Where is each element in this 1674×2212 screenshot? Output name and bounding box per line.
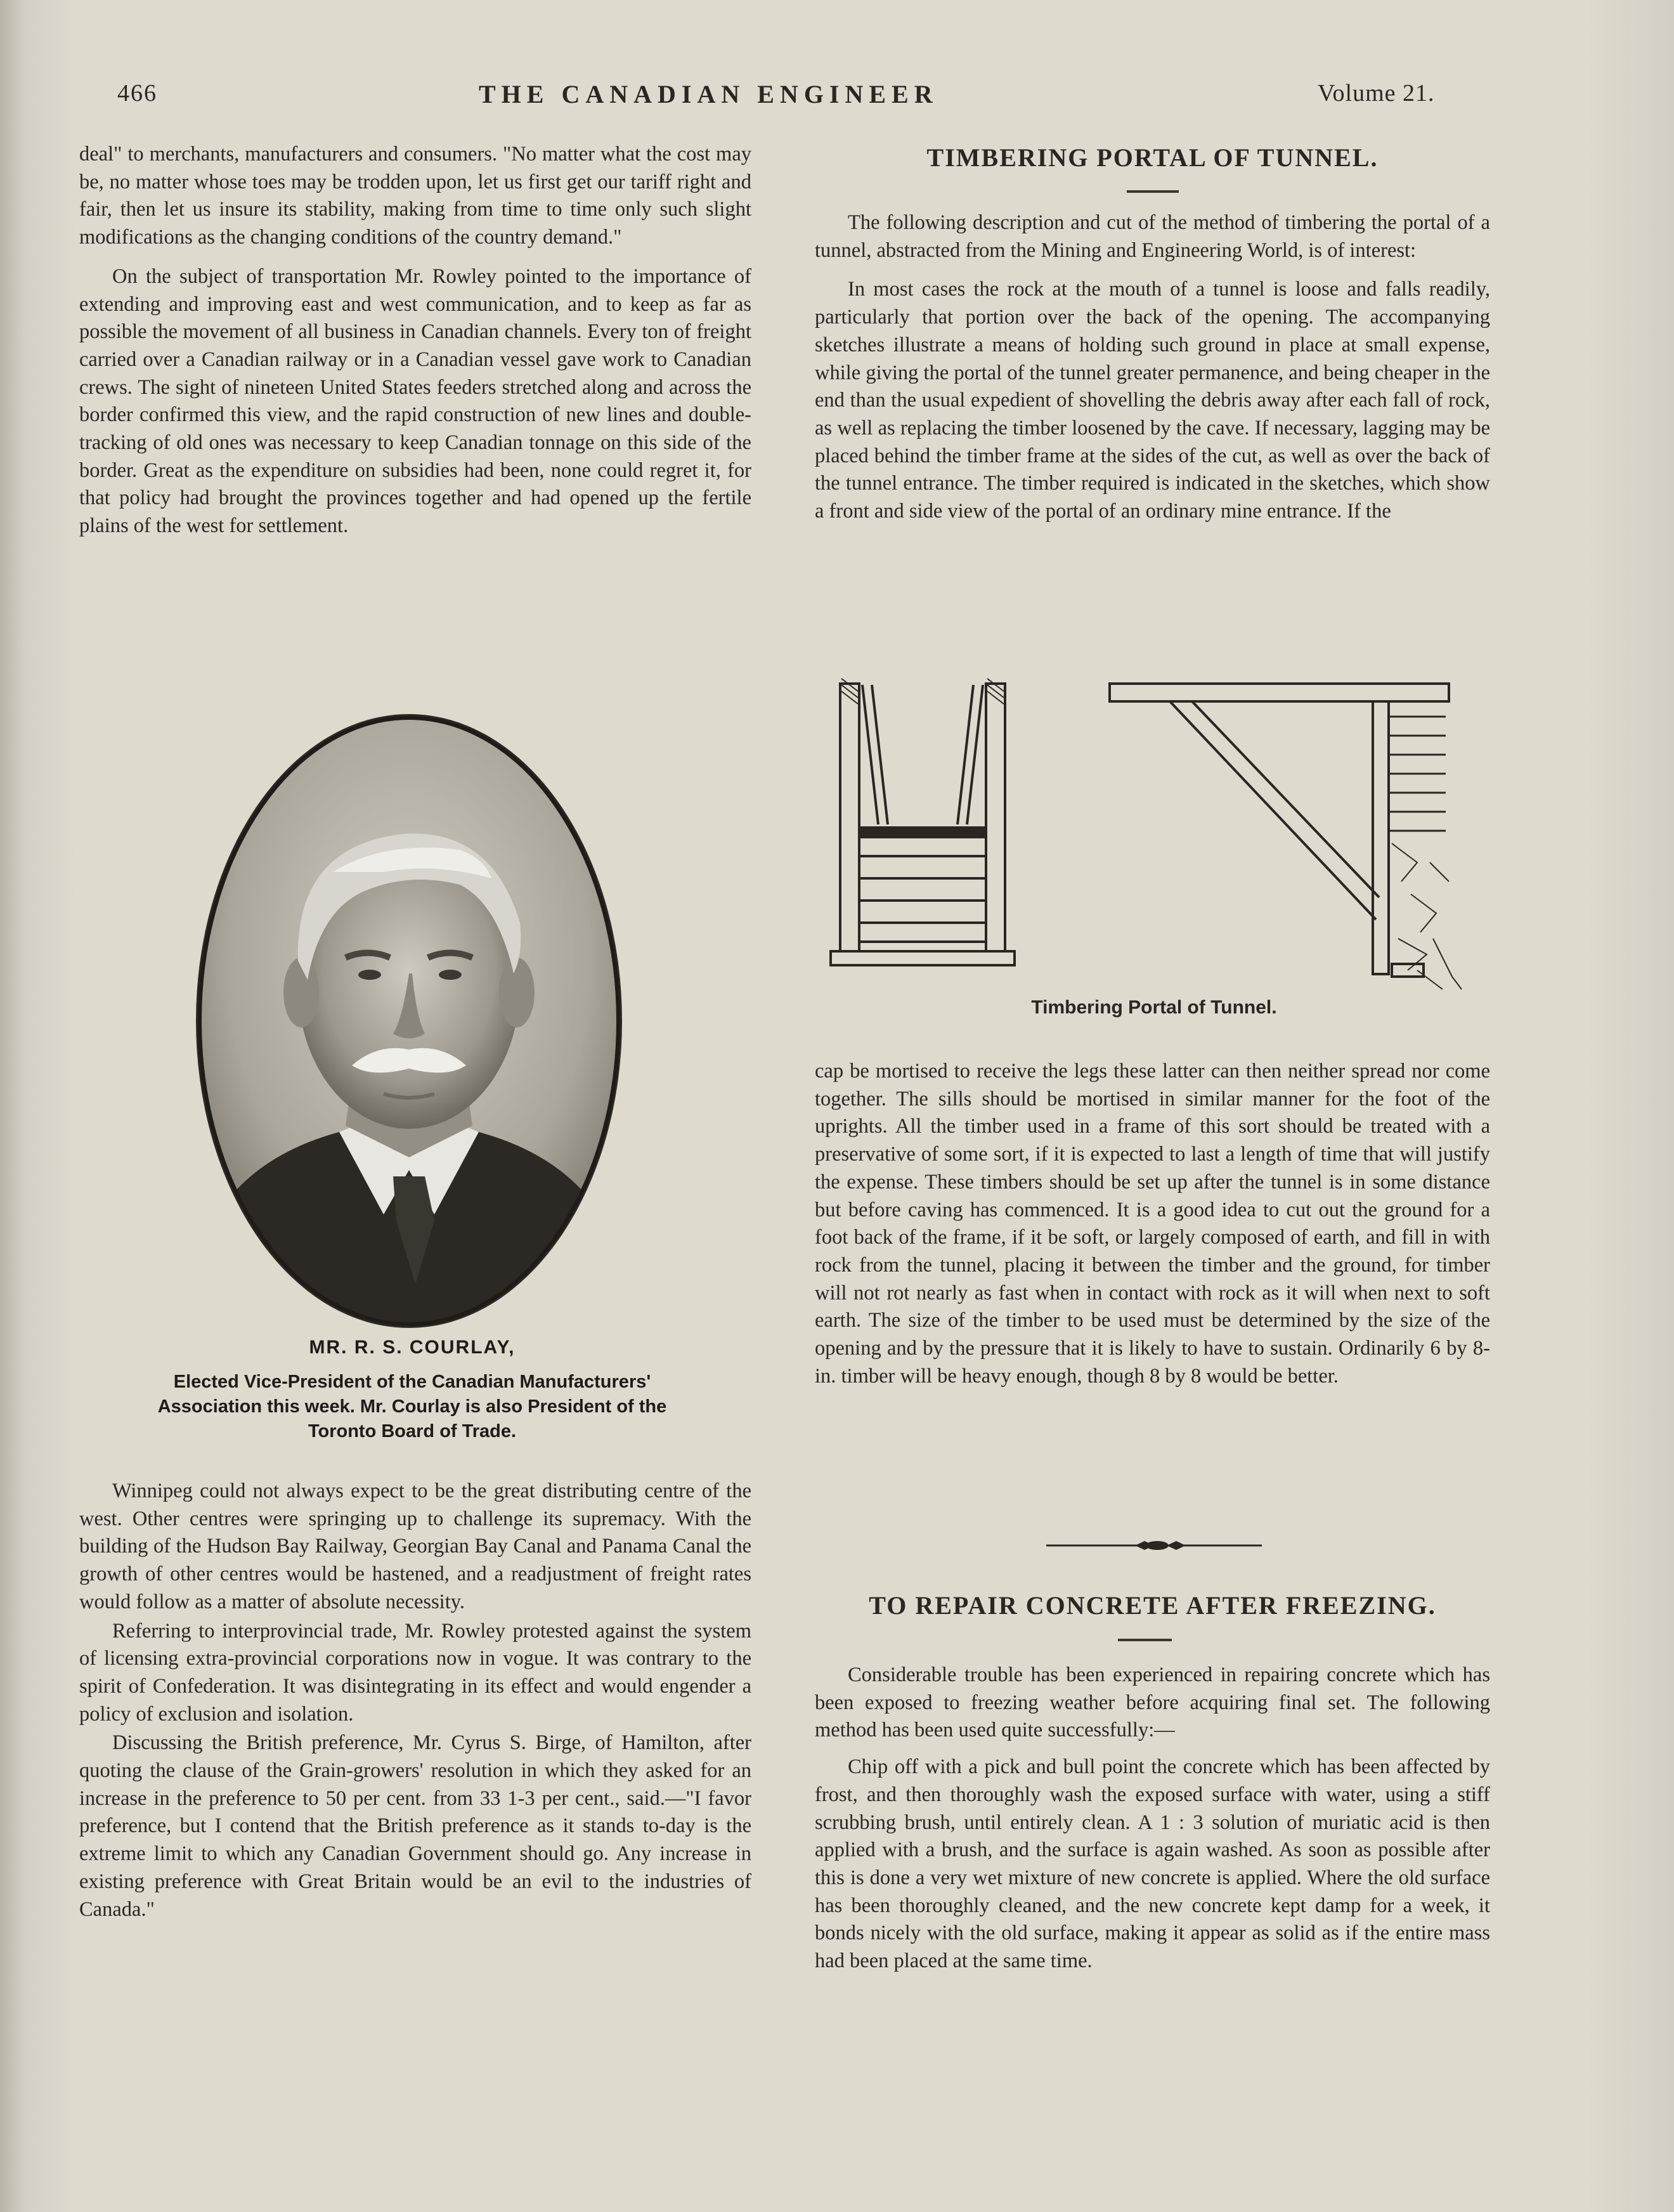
article-title-concrete: TO REPAIR CONCRETE AFTER FREEZING. — [869, 1591, 1436, 1620]
article-timbering-continued — [815, 1058, 1490, 1390]
paragraph: Chip off with a pick and bull point the concrete which has been affected by frost, and then thoroughly wash the exposed surface with water, using a stiff scrubbing brush, until entirely clean. A 1 : 3 solution of muriatic acid is then applied with a brush, and the surface is again washed. As soon as possible after this is done a very wet mixture of new concrete is applied. Where the old surface has been thoroughly cleaned, and the new concrete kept damp for a week, it bonds nicely with the old surface, making it appear as solid as if the entire mass had been placed at the same time. — [815, 1755, 1490, 1973]
paragraph: Discussing the British preference, Mr. Cyrus S. Birge, of Hamilton, after quoting the clause of the Grain-growers' resolution in which they asked for an increase in the preference to 50 per cent. from 33 1-3 per cent., said.—"I favor preference, but I contend that the British preference as it stands to-day is the extreme limit to which any Canadian Government should go. Any increase in existing preference with Great Britain would be an evil to the industries of Canada." — [79, 1731, 751, 1921]
journal-title: THE CANADIAN ENGINEER — [479, 80, 938, 108]
article-title-timbering: TIMBERING PORTAL OF TUNNEL. — [926, 143, 1379, 172]
paragraph: The following description and cut of the method of timbering the portal of a tunnel, abstracted from the Mining and Engineering World, is of interest: — [815, 211, 1490, 262]
portrait-caption-text: Elected Vice-President of the Canadian Manufacturers' Association this week. Mr. Courlay is also President of the Toronto Board of Trade. — [157, 1372, 667, 1441]
paragraph: deal" to merchants, manufacturers and consumers. "No matter what the cost may be, no matter whose toes may be trodden upon, let us first get our tariff right and fair, then let us insure its stability, making from time to time only such slight modifications as the changing conditions of the country demand." — [79, 143, 751, 249]
paragraph: On the subject of transportation Mr. Rowley pointed to the importance of extending and improving east and west communication, and to keep as far as possible the movement of all business in Canadian channels. Every ton of freight carried over a Canadian railway or in a Canadian vessel gave work to Canadian crews. The sight of nineteen United States feeders stretched along and across the border confirmed this view, and the rapid construction of new lines and double-tracking of old ones was necessary to keep Canadian tonnage on this side of the border. Great as the expenditure on subsidies had been, none could regret it, for that policy had brought the provinces together and had opened up the fertile plains of the west for settlement. — [79, 264, 751, 538]
title-rule — [1118, 1639, 1172, 1641]
paragraph: In most cases the rock at the mouth of a tunnel is loose and falls readily, particularly that portion over the back of the opening. The accompanying sketches illustrate a means of holding such ground in place at small expense, while giving the portal of the tunnel greater permanence, and being cheaper in the end than the usual expedient of shovelling the debris away after each fall of rock, as well as replacing the timber loosened by the cave. If necessary, lagging may be placed behind the timber frame at the sides of the cut, as well as over the back of the tunnel entrance. The timber required is indicated in the sketches, which show a front and side view of the portal of an ordinary mine entrance. If the — [815, 278, 1490, 523]
section-ornament — [1040, 1538, 1268, 1553]
article-timbering-intro — [815, 209, 1490, 526]
paragraph: Considerable trouble has been experienced in repairing concrete which has been exposed to freezing weather before acquiring final set. The following method has been used quite successfully:— — [815, 1663, 1490, 1742]
page-number: 466 — [117, 80, 157, 107]
portrait-caption-name: MR. R. S. COURLAY, — [309, 1337, 516, 1358]
paragraph: cap be mortised to receive the legs these latter can then neither spread nor come together. The sills should be mortised in similar manner for the foot of the uprights. All the timber used in a frame of this sort should be treated with a preservative of some sort, if it is expected to last a length of time that will justify the expense. These timbers should be set up after the tunnel is in some distance but before caving has commenced. It is a good idea to cut out the ground for a foot back of the frame, if it be soft, or largely composed of earth, and fill in with rock from the tunnel, placing it between the timber and the ground, for timber will not rot nearly as fast when in contact with rock as it will when next to soft earth. The size of the timber to be used must be determined by the size of the opening and by the pressure that it is likely to have to sustain. Ordinarily 6 by 8-in. timber will be heavy enough, though 8 by 8 would be better. — [815, 1060, 1490, 1388]
volume-label: Volume 21. — [1318, 80, 1435, 107]
timbering-diagram — [827, 672, 1481, 1015]
title-rule — [1127, 190, 1179, 193]
article-concrete-text — [815, 1662, 1490, 1975]
paragraph: Winnipeg could not always expect to be the great distributing centre of the west. Other centres were springing up to challenge its supremacy. With the building of the Hudson Bay Railway, Georgian Bay Canal and Panama Canal the growth of other centres would be hastened, and a readjustment of freight rates would follow as a matter of absolute necessity. — [79, 1480, 751, 1613]
portrait-photo — [193, 713, 625, 1329]
figure-caption: Timbering Portal of Tunnel. — [1031, 997, 1277, 1018]
paragraph: Referring to interprovincial trade, Mr. Rowley protested against the system of licensing extra-provincial corporations now in vogue. It was contrary to the spirit of Confederation. It was disintegrating in its effect and would engender a policy of exclusion and isolation. — [79, 1619, 751, 1726]
left-column-top-text — [79, 141, 751, 540]
left-column-bottom-text — [79, 1478, 751, 1923]
